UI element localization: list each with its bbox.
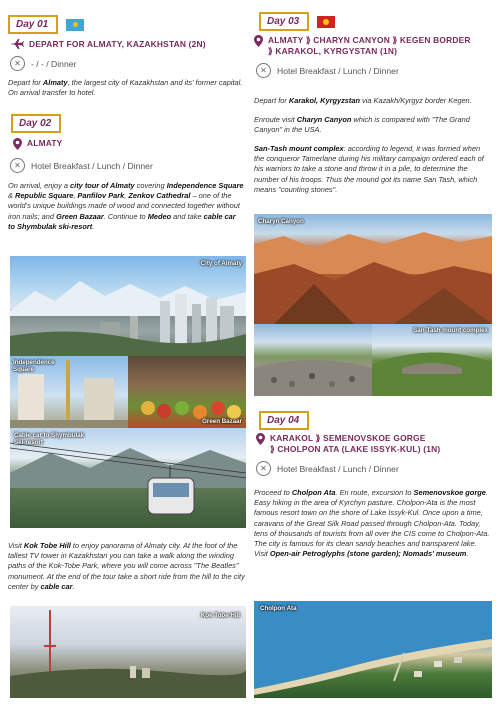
- kok-tobe-description: [8, 541, 246, 592]
- stone-pile-illustration: [254, 324, 372, 396]
- text-span: Depart for: [8, 78, 43, 87]
- text-span: &: [8, 191, 15, 201]
- cholpon-ata-photo: [254, 601, 492, 698]
- lakeshore-illustration: [254, 601, 492, 698]
- day-01-route: [10, 39, 246, 50]
- independence-square-photo: [10, 356, 128, 428]
- day-04-route: [256, 433, 492, 455]
- day-04-label: Day 04: [259, 411, 309, 430]
- city-of-almaty-caption: City of Almaty: [200, 260, 242, 267]
- cable-car-photo: [10, 428, 246, 528]
- text-span: .: [92, 221, 95, 231]
- day-03-description-3: [254, 144, 492, 195]
- location-pin-icon: [256, 433, 265, 445]
- text-span: On arrival, enjoy a: [8, 181, 71, 190]
- text-span: and take: [171, 211, 204, 221]
- highlight: Cholpon Ata: [291, 488, 336, 497]
- charyn-canyon-caption: Charyn Canyon: [258, 218, 304, 225]
- highlight: Medeo: [147, 211, 172, 221]
- day-03-meals: [256, 63, 399, 78]
- highlight: Karakol, Kyrgyzstan: [288, 96, 360, 105]
- highlight: Open-air Petroglyphs (stone garden); Nomads' museum: [269, 549, 467, 559]
- kok-tobe-hill-caption: Kok Tobe Hill: [200, 612, 240, 619]
- text-span: which is compared with "The Grand Canyon" in the USA.: [254, 115, 470, 135]
- location-pin-icon: [254, 35, 263, 47]
- day-04-meals-text: Hotel Breakfast / Lunch / Dinner: [277, 463, 399, 474]
- highlight: Panfilov Park: [77, 191, 125, 201]
- san-tash-stones-photo: [254, 324, 372, 396]
- fork-knife-icon: ✕: [10, 56, 25, 71]
- highlight: San-Tash mount complex: [254, 144, 344, 153]
- text-span: . En route, excursion to: [335, 488, 414, 497]
- kok-tobe-hill-photo: [10, 606, 246, 698]
- day-03-description-2: [254, 115, 492, 135]
- highlight: Green Bazaar: [56, 211, 104, 221]
- text-span: . Easy hiking in the area of Kyrchyn pasture. Cholpon-Ata is the most famous resort town on the shore of Lake Issyk-Kul. Once upon a time, caravans of the Great Silk Road passed through Cholpon-Ata. Today, tens of thousands of tourists from all over the CIS come to Cholpon-Ata. The city is famous for its clean sandy beaches and transparent lake. Visit: [254, 488, 490, 559]
- highlight: Independence Square: [166, 181, 244, 190]
- day-02-route: [13, 138, 62, 150]
- route-line: ALMATY ⟫ CHARYN CANYON ⟫ KEGEN BORDER: [268, 35, 471, 45]
- day-04-meals: [256, 461, 399, 476]
- highlight: cable car: [40, 581, 73, 591]
- text-span: Depart for: [254, 96, 289, 105]
- text-span: to enjoy panorama of Almaty city. At the foot of the tallest TV tower in Kazakhstan you can take a walk along the winding paths of the Kok-Tobe Park, where you will come across "The Beatles" monument. At the end of the tour take a short ride from the hill to the city center by: [8, 541, 245, 591]
- day-03-route-title: [268, 35, 471, 57]
- text-span: – one of the world's unique buildings made of wood and connected together without iron nails; and: [8, 191, 240, 221]
- day-01-tab: [8, 15, 84, 34]
- text-span: .: [466, 549, 469, 559]
- text-span: Proceed to: [254, 488, 292, 497]
- day-03-meals-text: Hotel Breakfast / Lunch / Dinner: [277, 65, 399, 76]
- text-span: ,: [124, 191, 129, 201]
- text-span: Visit: [8, 541, 24, 550]
- day-03-route: [254, 35, 492, 57]
- airplane-icon: [10, 39, 24, 49]
- fork-knife-icon: ✕: [256, 63, 271, 78]
- day-01-meals: [10, 56, 76, 71]
- day-02-meals: [10, 158, 153, 173]
- kazakhstan-flag-icon: [66, 19, 84, 31]
- city-of-almaty-photo: [10, 256, 246, 356]
- day-02-description: [8, 181, 244, 232]
- day-03-description-1: [254, 96, 492, 106]
- cable-car-caption: Cable car to Shymbulak Ski-resort: [14, 432, 85, 446]
- hill-illustration: [372, 324, 492, 396]
- independence-square-caption: Independence Square: [13, 359, 55, 373]
- highlight: Kok Tobe Hill: [23, 541, 71, 550]
- day-02-tab: [11, 114, 61, 133]
- day-02-route-title: ALMATY: [27, 138, 63, 148]
- fork-knife-icon: ✕: [10, 158, 25, 173]
- highlight: Almaty: [42, 78, 68, 87]
- canyon-illustration: [254, 214, 492, 324]
- route-line: ⟫ KARAKOL, KYRGYSTAN (1N): [268, 46, 398, 56]
- text-span: ,: [73, 191, 78, 201]
- tv-tower-illustration: [10, 606, 246, 698]
- highlight: cable car to Shymbulak ski-resort: [8, 211, 236, 231]
- text-span: , the largest city of Kazakhstan and its' former capital. On arrival transfer to hotel.: [8, 78, 243, 98]
- highlight: Republic Square: [14, 191, 74, 201]
- day-01-route-title: DEPART FOR ALMATY, KAZAKHSTAN (2N): [29, 39, 206, 49]
- green-bazaar-photo: [128, 356, 246, 428]
- day-04-description: [254, 488, 492, 559]
- san-tash-mount-photo: [372, 324, 492, 396]
- route-line: ⟫ CHOLPON ATA (LAKE ISSYK-KUL) (1N): [270, 444, 441, 454]
- day-03-tab: [259, 12, 335, 31]
- day-02-meals-text: Hotel Breakfast / Lunch / Dinner: [31, 160, 153, 171]
- san-tash-caption: San-Tash mount complex: [413, 327, 488, 334]
- kyrgyzstan-flag-icon: [317, 16, 335, 28]
- charyn-canyon-photo: [254, 214, 492, 324]
- highlight: city tour of Almaty: [70, 181, 135, 190]
- day-01-description: [8, 78, 244, 98]
- text-span: covering: [134, 181, 167, 190]
- location-pin-icon: [13, 138, 22, 150]
- day-01-meals-text: - / - / Dinner: [31, 58, 77, 69]
- text-span: .: [72, 581, 75, 591]
- day-04-tab: [259, 411, 309, 430]
- text-span: . Continue to: [103, 211, 148, 221]
- text-span: via Kazakh/Kyrgyz border Kegen.: [359, 96, 472, 105]
- day-04-route-title: [270, 433, 440, 455]
- text-span: Enroute visit: [254, 115, 297, 124]
- city-skyline-illustration: [10, 256, 246, 356]
- day-01-label: Day 01: [8, 15, 58, 34]
- day-03-label: Day 03: [259, 12, 309, 31]
- text-span: : according to legend, it was formed when the conqueror Tamerlane during his military campaign ordered each of his warriors to take a stone and throw it in a pile, to determine the number of his troops. Thus the mound got its name San Tash, which means "counting stones".: [254, 144, 484, 194]
- highlight: Semenovskoe gorge: [413, 488, 486, 497]
- fork-knife-icon: ✕: [256, 461, 271, 476]
- day-02-label: Day 02: [11, 114, 61, 133]
- highlight: Charyn Canyon: [296, 115, 352, 124]
- route-line: KARAKOL ⟫ SEMENOVSKOE GORGE: [270, 433, 426, 443]
- green-bazaar-caption: Green Bazaar: [202, 418, 242, 425]
- cholpon-ata-caption: Cholpon Ata: [260, 605, 297, 612]
- highlight: Zenkov Cathedral: [128, 191, 191, 201]
